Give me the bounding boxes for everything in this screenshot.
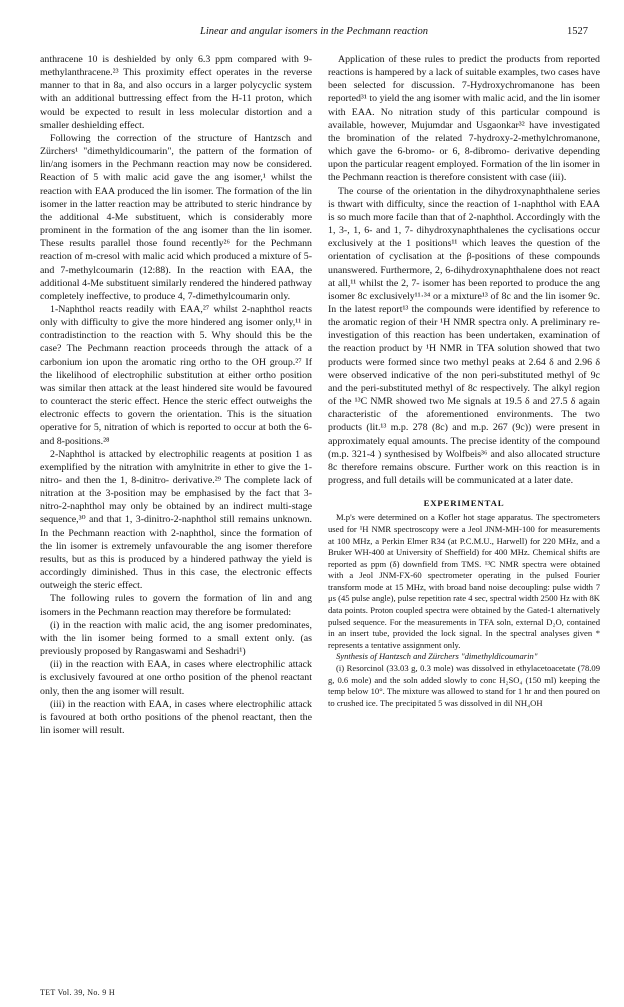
paragraph: 2-Naphthol is attacked by electrophilic reagents at position 1 as exemplified by the nitration with amylnitrite in ether to give the 1-nitro- and then the 1, 8-dinitro- derivative.²⁹ The complete lack of nitration at the 3-position may be emphasised by the fact that 3-nitro-2-naphthol may only be obtained by an indirect multi-stage sequence,³⁰ and that 1, 3-dinitro-2-naphthol still remains unknown. In the Pechmann reaction with 2-naphthol, since the formation of the lin isomer is extremely unfavourable the ang isomer therefore results, but as this is produced by a hindered pathway the yield is accordingly diminished. Thus in this case, the electronic effects outweigh the steric effect. xyxy=(40,448,312,592)
right-column xyxy=(328,53,600,709)
paragraph: Following the correction of the structure of Hantzsch and Zürchers¹ "dimethyldicoumarin", the pattern of the formation of lin/ang isomers in the Pechmann reaction may now be considered. Reaction of 5 with malic acid gave the ang isomer,¹ whilst the reaction with EAA produced the lin isomer. The formation of the lin isomer in the latter reaction may be attributed to steric hindrance by the additional 4-Me substituent, which is considerably more prominent in the formation of the ang isomer than the lin isomer. These results parallel those found recently²⁶ for the Pechmann reaction of m-cresol with malic acid which produced a mixture of 5- and 7-methylcoumarin (12:88). In the reaction with EAA, the additional 4-Me substituent similarly rendered the hindered pathway completely ineffective, to produce 4, 7-dimethylcoumarin only. xyxy=(40,132,312,302)
running-title: Linear and angular isomers in the Pechmann reaction xyxy=(200,26,428,37)
journal-footer: TET Vol. 39, No. 9 H xyxy=(40,988,115,997)
experimental-section xyxy=(328,512,600,709)
page-header xyxy=(40,26,588,42)
paragraph: The following rules to govern the formation of lin and ang isomers in the Pechmann reaction may therefore be formulated: xyxy=(40,593,312,618)
paragraph: anthracene 10 is deshielded by only 6.3 ppm compared with 9-methylanthracene.²³ This proximity effect operates in the reverse manner to that in 8a, and also occurs in a larger polycyclic system with an additional buttressing effect from the H-11 proton, which would be expected to result in less molecular distortion and a smaller deshielding effect. xyxy=(40,54,312,131)
left-column xyxy=(40,53,312,737)
rule-item: (i) in the reaction with malic acid, the ang isomer predominates, with the lin isomer being formed to a small extent only. (as previously proposed by Rangaswami and Seshadri¹) xyxy=(40,619,312,658)
rule-item: (ii) in the reaction with EAA, in cases where electrophilic attack is exclusively favoured at one ortho position of the phenol reactant only, then the ang isomer will result. xyxy=(40,659,312,697)
paragraph: (i) Resorcinol (33.03 g, 0.3 mole) was dissolved in ethylacetoacetate (78.09 g, 0.6 mole) and the soln added slowly to conc H₂SO₄ (150 ml) keeping the temp below 10°. The mixture was allowed to stand for 1 hr and then poured on to crushed ice. The precipitated 5 was dissolved in dil NH₄OH xyxy=(328,663,600,708)
paragraph: M.p's were determined on a Kofler hot stage apparatus. The spectrometers used for ¹H NMR spectroscopy were a Jeol JNM-MH-100 for measurements at 100 MHz, a Perkin Elmer R34 (at P.C.M.U., Harwell) for 220 MHz, and a Bruker WH-400 at University of Sheffield) for 400 MHz. Chemical shifts are reported as ppm (δ) downfield from TMS. ¹³C NMR spectra were obtained with a Jeol JNM-FX-60 spectrometer operating in the pulsed Fourier transform mode at 15 MHz, with broad band noise decoupling: pulse width 7 μs (45 pulse angle), pulse repetition rate 4 sec, spectral width 2500 Hz with 8K data points. Proton coupled spectra were obtained by the Gated-1 alternatively pulsed sequence. For the measurements in TFA soln, external D₂O, contained in an insert tube, provided the lock signal. In the spectral analyses given * represents a tentative assignment only. xyxy=(328,512,600,650)
rule-item: (iii) in the reaction with EAA, in cases where electrophilic attack is favoured at both ortho positions of the phenol reactant, then the lin isomer will result. xyxy=(40,698,312,736)
paragraph: The course of the orientation in the dihydroxynaphthalene series is thwart with difficulty, since the reaction of 1-naphthol with EAA is so much more facile than that of 2-naphthol. Accordingly with the 1, 3-, 1, 6- and 1, 7- dihydroxynaphthalenes the cyclisations occur exclusively at the 1 positions¹¹ which leaves the question of the orientation of cyclisation at the β-positions of these compounds unanswered. Furthermore, 2, 6-dihydroxynaphthalene does not react at all,¹¹ whilst the 2, 7- isomer has been reported to produce the ang isomer 8c exclusively¹¹·³⁴ or a mixture¹³ of 8c and the lin isomer 9c. In the latest report¹³ the compounds were identified by reference to the aromatic region of their ¹H NMR spectra only. A preliminary re-investigation of this reaction has been undertaken, examination of the reaction product by ¹H NMR in TFA solution showed that two products were formed since two methyl peaks at 2.64 δ and 2.96 δ were observed indicative of the non peri-substituted methyl of 9c and the peri-substituted methyl of 8c respectively. The alkyl region of the ¹³C NMR showed two Me signals at 19.5 δ and 27.5 δ again characteristic of the aforementioned environments. The two products (lit.¹³ m.p. 278 (8c) and m.p. 267 (9c)) were present in approximately equal amounts. The precise identity of the compound (m.p. 321-4 ) synthesised by Wolfbeis³⁶ and also allocated structure 8c therefore remains obscure. Further work on this reaction is in progress, and full details will be communicated at a later date. xyxy=(328,185,600,486)
paragraph: 1-Naphthol reacts readily with EAA,²⁷ whilst 2-naphthol reacts only with difficulty to give the more hindered ang isomer only,¹¹ in contradistinction to the reaction with 5. Why should this be the case? The Pechmann reaction proceeds through the attack of a carbonium ion upon the aromatic ring ortho to the OH group.²⁷ If the likelihood of electrophilic substitution at either ortho position was similar then attack at the least hindered site would be favoured to counteract the steric effect. Hence the steric effect outweighs the electronic effects to govern the orientation. This is the situation operative for 5, nitration of which is reported to occur at both the 6- and 8-positions.²⁸ xyxy=(40,303,312,447)
page-number: 1527 xyxy=(567,26,588,37)
synthesis-subheading: Synthesis of Hantzsch and Zürchers "dimethyldicoumarin" xyxy=(336,651,538,662)
paragraph: Application of these rules to predict the products from reported reactions is hampered by a lack of suitable examples, two cases have been selected for discussion. 7-Hydroxychromanone has been reported³¹ to yield the ang isomer with malic acid, and the lin isomer with EAA. No nitration study of this particular compound is available, however, Mujumdar and Usgaonkar³² have investigated the bromination of the related 7-hydroxy-2-methylchromanone, which gave the 6-bromo- or 6, 8-dibromo- derivative depending upon the particular reagent employed. Formation of the lin isomer in the Pechmann reaction is therefore consistent with case (iii). xyxy=(328,54,601,184)
experimental-heading: EXPERIMENTAL xyxy=(423,498,505,509)
